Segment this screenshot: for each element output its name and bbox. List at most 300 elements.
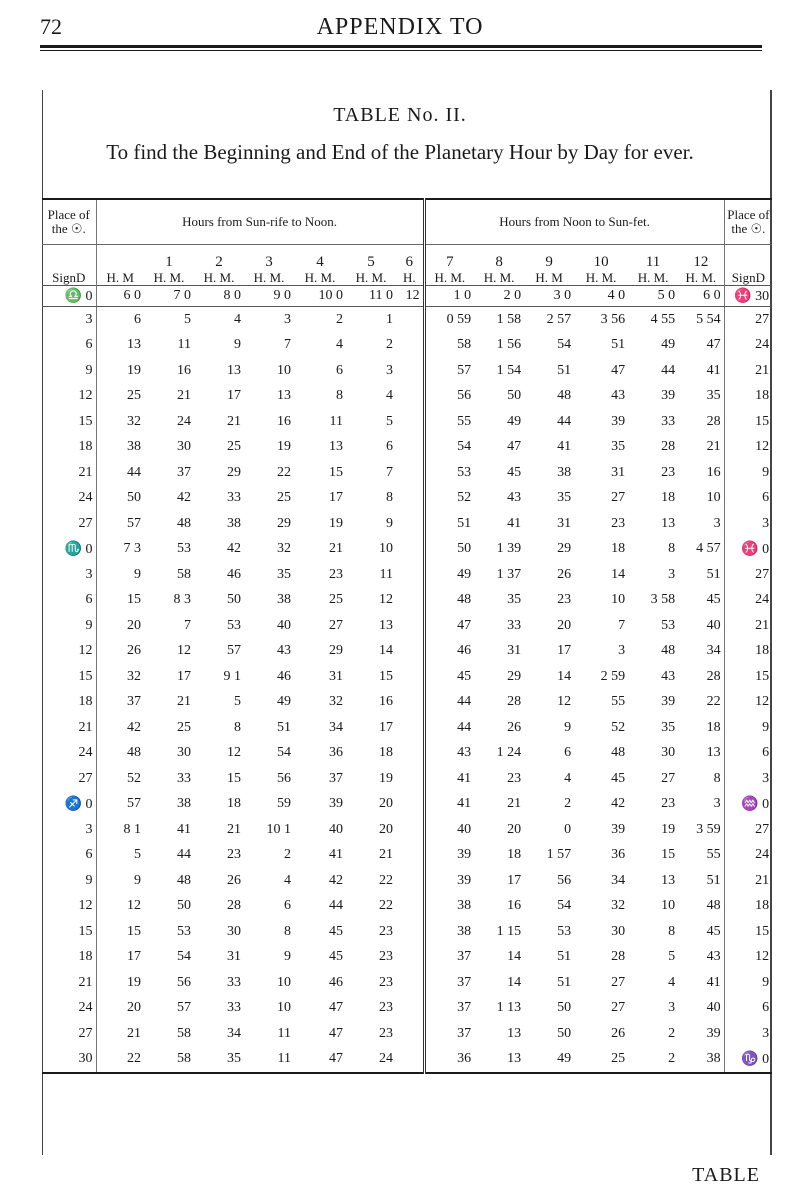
table-cell: 9 bbox=[96, 562, 144, 588]
table-cell: 51 bbox=[277, 719, 291, 735]
table-cell: 35 bbox=[611, 439, 626, 455]
table-cell: 6 bbox=[85, 337, 93, 353]
table-cell: 23 bbox=[507, 770, 522, 786]
table-cell: 35 bbox=[507, 592, 522, 608]
table-cell: 48 bbox=[557, 388, 572, 404]
table-cell: 21 bbox=[78, 719, 93, 735]
column-label: H. M. bbox=[153, 270, 185, 285]
table-cell: 53 bbox=[177, 541, 191, 557]
table-cell: 35 bbox=[661, 719, 676, 735]
table-cell: 42 bbox=[611, 796, 626, 812]
table-cell: 17 bbox=[227, 388, 241, 404]
table-cell: 34 bbox=[611, 872, 626, 888]
table-cell: 45 bbox=[706, 592, 721, 608]
table-row bbox=[42, 537, 772, 563]
table-cell: 58 bbox=[177, 566, 191, 582]
table-cell: 51 bbox=[557, 949, 572, 965]
table-cell: 3 bbox=[284, 311, 291, 327]
table-cell: 13 bbox=[661, 872, 676, 888]
table-cell: 9 bbox=[234, 337, 241, 353]
table-cell: 10 bbox=[611, 592, 626, 608]
base-cell: 5 0 bbox=[628, 286, 678, 307]
table-cell: 42 bbox=[329, 872, 343, 888]
table-row bbox=[42, 741, 772, 767]
table-cell: 21 bbox=[227, 821, 241, 837]
table-cell: 18 bbox=[507, 847, 522, 863]
table-cell: 44 bbox=[557, 413, 572, 429]
table-row bbox=[42, 868, 772, 894]
table-cell: 53 bbox=[424, 460, 474, 486]
table-cell: 23 bbox=[661, 464, 676, 480]
table-cell: 18 bbox=[379, 745, 393, 761]
table-cell: 21 bbox=[78, 464, 93, 480]
table-cell: 28 bbox=[507, 694, 522, 710]
table-cell bbox=[396, 384, 424, 410]
column-header bbox=[628, 245, 678, 286]
table-cell: 41 bbox=[706, 362, 721, 378]
table-cell: 35 bbox=[194, 1047, 244, 1074]
table-cell: 49 bbox=[424, 562, 474, 588]
table-cell: 26 bbox=[96, 639, 144, 665]
table-cell: 6 bbox=[564, 745, 572, 761]
table-cell: 33 bbox=[227, 974, 241, 990]
table-cell bbox=[396, 639, 424, 665]
table-cell: 4 55 bbox=[650, 311, 676, 327]
table-cell: 4 bbox=[564, 770, 572, 786]
table-cell: 20 bbox=[557, 617, 572, 633]
table-cell: 21 bbox=[724, 613, 772, 639]
table-cell: 56 bbox=[177, 974, 191, 990]
table-cell: 2 59 bbox=[600, 668, 626, 684]
base-cell: 6 0 bbox=[678, 286, 724, 307]
table-cell: 17 bbox=[379, 719, 393, 735]
table-cell: 28 bbox=[706, 413, 721, 429]
table-row bbox=[42, 384, 772, 410]
table-cell: 9 bbox=[85, 362, 93, 378]
table-cell: 57 bbox=[96, 511, 144, 537]
table-cell: 2 bbox=[336, 311, 343, 327]
table-cell: 3 bbox=[386, 362, 393, 378]
table-row bbox=[42, 486, 772, 512]
table-cell: 38 bbox=[96, 435, 144, 461]
table-cell: 56 bbox=[424, 384, 474, 410]
table-cell: 3 56 bbox=[600, 311, 626, 327]
table-cell: 13 bbox=[329, 439, 343, 455]
table-row bbox=[42, 843, 772, 869]
table-cell: 38 bbox=[678, 1047, 724, 1074]
table-cell: 59 bbox=[277, 796, 291, 812]
table-cell: ♑ 0 bbox=[724, 1047, 772, 1074]
table-row bbox=[42, 460, 772, 486]
column-label: H. M. bbox=[304, 270, 336, 285]
table-cell: 29 bbox=[507, 668, 522, 684]
table-cell: 42 bbox=[96, 715, 144, 741]
table-cell: 7 bbox=[618, 617, 626, 633]
table-cell: 48 bbox=[177, 515, 191, 531]
table-cell: 28 bbox=[611, 949, 626, 965]
column-number: 9 bbox=[545, 254, 553, 270]
table-cell: 32 bbox=[611, 898, 626, 914]
table-cell: 33 bbox=[227, 1000, 241, 1016]
table-cell: 8 bbox=[386, 490, 393, 506]
column-number: 5 bbox=[367, 254, 375, 270]
table-cell: 16 bbox=[706, 464, 721, 480]
table-cell: 15 bbox=[78, 413, 93, 429]
table-row bbox=[42, 792, 772, 818]
place-left-header: Place of the ☉. bbox=[42, 199, 96, 245]
table-cell: 42 bbox=[227, 541, 241, 557]
table-row bbox=[42, 945, 772, 971]
table-cell: 24 bbox=[78, 745, 93, 761]
table-cell bbox=[396, 435, 424, 461]
table-cell: 8 3 bbox=[173, 592, 191, 608]
table-cell: 50 bbox=[177, 898, 191, 914]
table-cell: 38 bbox=[177, 796, 191, 812]
table-row bbox=[42, 919, 772, 945]
table-cell: 4 bbox=[284, 872, 291, 888]
table-cell: 49 bbox=[661, 337, 676, 353]
table-cell: 43 bbox=[661, 668, 676, 684]
table-row bbox=[42, 435, 772, 461]
table-cell: 44 bbox=[96, 460, 144, 486]
table-cell: 32 bbox=[329, 694, 343, 710]
table-cell: 21 bbox=[227, 413, 241, 429]
table-cell: 6 bbox=[724, 741, 772, 767]
table-cell: 21 bbox=[78, 974, 93, 990]
table-cell: 23 bbox=[379, 1025, 393, 1041]
base-cell: ♓ 30 bbox=[724, 286, 772, 307]
table-cell: 13 bbox=[277, 388, 291, 404]
table-row bbox=[42, 664, 772, 690]
table-cell: 26 bbox=[507, 719, 522, 735]
table-cell: 19 bbox=[96, 358, 144, 384]
table-cell: 21 bbox=[706, 439, 721, 455]
table-cell bbox=[396, 562, 424, 588]
table-cell: 40 bbox=[277, 617, 291, 633]
table-cell: 3 bbox=[85, 311, 93, 327]
table-cell: 1 56 bbox=[496, 337, 522, 353]
table-row bbox=[42, 511, 772, 537]
table-cell: 35 bbox=[557, 490, 572, 506]
table-cell: 28 bbox=[706, 668, 721, 684]
table-cell bbox=[396, 307, 424, 333]
table-cell: 18 bbox=[724, 384, 772, 410]
table-cell: 11 bbox=[329, 413, 343, 429]
column-header bbox=[42, 245, 96, 286]
table-cell: 6 bbox=[336, 362, 343, 378]
head-rule bbox=[40, 45, 762, 48]
table-row bbox=[42, 996, 772, 1022]
table-cell: 6 bbox=[284, 898, 291, 914]
table-cell: 51 bbox=[557, 974, 572, 990]
table-cell: 12 bbox=[227, 745, 241, 761]
table-cell: 1 37 bbox=[496, 566, 522, 582]
table-cell: 57 bbox=[227, 643, 241, 659]
head-rule-thin bbox=[40, 50, 762, 51]
base-cell: 2 0 bbox=[474, 286, 524, 307]
table-cell: 19 bbox=[277, 439, 291, 455]
table-cell: 15 bbox=[96, 919, 144, 945]
catchword: TABLE bbox=[692, 1164, 760, 1186]
table-cell: 23 bbox=[379, 949, 393, 965]
table-cell: 13 bbox=[661, 515, 676, 531]
table-cell: 18 bbox=[78, 439, 93, 455]
table-cell: 20 bbox=[96, 613, 144, 639]
table-cell: 3 bbox=[85, 821, 93, 837]
table-cell: 48 bbox=[706, 898, 721, 914]
table-cell: 13 bbox=[507, 1025, 522, 1041]
table-cell: 58 bbox=[177, 1025, 191, 1041]
table-cell: ♒ 0 bbox=[724, 792, 772, 818]
base-cell: 6 0 bbox=[96, 286, 144, 307]
table-cell: 24 bbox=[346, 1047, 396, 1074]
table-cell: 37 bbox=[424, 1021, 474, 1047]
table-cell: 2 bbox=[668, 1025, 676, 1041]
table-cell bbox=[396, 970, 424, 996]
table-cell bbox=[396, 333, 424, 359]
table-cell: 18 bbox=[661, 490, 676, 506]
table-cell: 10 bbox=[277, 974, 291, 990]
table-cell: 53 bbox=[227, 617, 241, 633]
table-cell: 27 bbox=[78, 770, 93, 786]
table-cell: 37 bbox=[424, 970, 474, 996]
table-cell: 39 bbox=[661, 694, 676, 710]
table-cell: 12 bbox=[96, 894, 144, 920]
table-cell: 1 39 bbox=[496, 541, 522, 557]
table-cell: 43 bbox=[706, 949, 721, 965]
base-cell: 3 0 bbox=[524, 286, 574, 307]
table-cell: 12 bbox=[177, 643, 191, 659]
table-cell: 43 bbox=[277, 643, 291, 659]
table-cell bbox=[396, 409, 424, 435]
table-cell: 35 bbox=[706, 388, 721, 404]
table-cell: 13 bbox=[706, 745, 721, 761]
table-row bbox=[42, 970, 772, 996]
column-label: H. M. bbox=[585, 270, 617, 285]
table-cell: 27 bbox=[611, 490, 626, 506]
table-cell: 14 bbox=[379, 643, 393, 659]
table-cell: 8 bbox=[336, 388, 343, 404]
table-cell: 54 bbox=[424, 435, 474, 461]
table-cell: 46 bbox=[424, 639, 474, 665]
table-cell: 39 bbox=[611, 821, 626, 837]
column-number: 1 bbox=[165, 254, 173, 270]
table-cell: 23 bbox=[557, 592, 572, 608]
table-cell: 45 bbox=[329, 923, 343, 939]
table-cell: 52 bbox=[611, 719, 626, 735]
table-cell: 26 bbox=[557, 566, 572, 582]
table-cell: 15 bbox=[724, 409, 772, 435]
table-cell: 25 bbox=[96, 384, 144, 410]
table-cell: 54 bbox=[277, 745, 291, 761]
table-cell bbox=[396, 511, 424, 537]
table-cell: 40 bbox=[706, 617, 721, 633]
place-right-header: Place of the ☉. bbox=[724, 199, 772, 245]
base-cell: 8 0 bbox=[194, 286, 244, 307]
table-cell: 41 bbox=[177, 821, 191, 837]
table-cell: 30 bbox=[177, 439, 191, 455]
table-cell: 11 bbox=[244, 1047, 294, 1074]
table-cell: 45 bbox=[329, 949, 343, 965]
table-row bbox=[42, 1047, 772, 1074]
table-cell: 27 bbox=[78, 1025, 93, 1041]
table-cell: 37 bbox=[96, 690, 144, 716]
table-cell bbox=[396, 868, 424, 894]
table-cell: 41 bbox=[424, 792, 474, 818]
table-cell: 52 bbox=[96, 766, 144, 792]
table-cell: 47 bbox=[507, 439, 522, 455]
table-cell bbox=[396, 817, 424, 843]
table-cell: 31 bbox=[227, 949, 241, 965]
running-title: APPENDIX TO bbox=[316, 14, 484, 40]
table-cell: 9 bbox=[564, 719, 572, 735]
column-label: H. M. bbox=[434, 270, 466, 285]
table-cell: 50 bbox=[227, 592, 241, 608]
table-row bbox=[42, 588, 772, 614]
column-label: H. M. bbox=[685, 270, 717, 285]
table-cell: 23 bbox=[329, 566, 343, 582]
table-cell bbox=[396, 690, 424, 716]
table-cell: 40 bbox=[424, 817, 474, 843]
table-cell: 23 bbox=[611, 515, 626, 531]
table-cell: 4 bbox=[386, 388, 393, 404]
table-cell: 29 bbox=[329, 643, 343, 659]
table-cell: 32 bbox=[277, 541, 291, 557]
table-cell: 21 bbox=[379, 847, 393, 863]
table-cell: 5 bbox=[668, 949, 676, 965]
column-label: H. M. bbox=[355, 270, 387, 285]
table-cell: 14 bbox=[507, 974, 522, 990]
table-cell: 3 bbox=[724, 766, 772, 792]
table-cell: 16 bbox=[507, 898, 522, 914]
table-cell: 38 bbox=[424, 919, 474, 945]
table-cell: 22 bbox=[379, 898, 393, 914]
column-header bbox=[424, 245, 474, 286]
table-cell: 21 bbox=[724, 868, 772, 894]
table-cell: 36 bbox=[611, 847, 626, 863]
table-cell: 10 bbox=[706, 490, 721, 506]
table-cell: 57 bbox=[177, 1000, 191, 1016]
table-cell: 39 bbox=[706, 1025, 721, 1041]
table-cell: 12 bbox=[724, 945, 772, 971]
column-header bbox=[346, 245, 396, 286]
table-cell: 47 bbox=[294, 1047, 346, 1074]
column-label: SignD bbox=[52, 270, 86, 285]
table-cell bbox=[396, 460, 424, 486]
column-header bbox=[144, 245, 194, 286]
table-cell: 22 bbox=[96, 1047, 144, 1074]
table-cell: 12 bbox=[78, 898, 93, 914]
table-cell: 47 bbox=[706, 337, 721, 353]
table-cell: 2 bbox=[386, 337, 393, 353]
column-label: SignD bbox=[731, 270, 765, 285]
table-cell: 20 bbox=[507, 821, 522, 837]
table-cell bbox=[396, 1021, 424, 1047]
table-cell: 43 bbox=[424, 741, 474, 767]
table-cell: 51 bbox=[706, 872, 721, 888]
table-cell: 55 bbox=[611, 694, 626, 710]
column-number: 6 bbox=[405, 254, 414, 270]
table-cell: 49 bbox=[524, 1047, 574, 1074]
table-cell: 30 bbox=[227, 923, 241, 939]
table-cell bbox=[396, 792, 424, 818]
column-number: 10 bbox=[593, 254, 609, 270]
table-cell: 26 bbox=[227, 872, 241, 888]
column-header bbox=[678, 245, 724, 286]
table-cell: 30 bbox=[661, 745, 676, 761]
table-cell: 33 bbox=[507, 617, 522, 633]
table-cell: 32 bbox=[96, 664, 144, 690]
table-cell: 56 bbox=[557, 872, 572, 888]
table-cell: 13 bbox=[379, 617, 393, 633]
table-cell: 39 bbox=[329, 796, 343, 812]
table-cell: 50 bbox=[424, 537, 474, 563]
table-cell: 17 bbox=[96, 945, 144, 971]
table-cell: 44 bbox=[177, 847, 191, 863]
table-cell: 21 bbox=[96, 1021, 144, 1047]
table-row bbox=[42, 613, 772, 639]
table-cell: 19 bbox=[329, 515, 343, 531]
table-cell: 12 bbox=[724, 435, 772, 461]
table-cell: 18 bbox=[78, 694, 93, 710]
table-cell: 38 bbox=[557, 464, 572, 480]
table-cell: 54 bbox=[557, 337, 572, 353]
table-cell: 6 bbox=[96, 307, 144, 333]
table-cell: 8 bbox=[713, 770, 721, 786]
table-cell: 23 bbox=[379, 1000, 393, 1016]
column-header-row bbox=[42, 245, 772, 286]
table-cell bbox=[396, 664, 424, 690]
table-cell: 54 bbox=[177, 949, 191, 965]
column-label: H. M bbox=[106, 270, 134, 285]
table-cell: 4 bbox=[234, 311, 241, 327]
table-cell: 23 bbox=[379, 974, 393, 990]
table-cell: 39 bbox=[424, 868, 474, 894]
table-row bbox=[42, 1021, 772, 1047]
table-cell: 44 bbox=[661, 362, 676, 378]
table-cell bbox=[396, 945, 424, 971]
table-cell: 47 bbox=[611, 362, 626, 378]
table-row bbox=[42, 715, 772, 741]
table-cell: 20 bbox=[96, 996, 144, 1022]
table-cell: 51 bbox=[557, 362, 572, 378]
table-cell: 1 13 bbox=[496, 1000, 522, 1016]
column-header bbox=[96, 245, 144, 286]
table-cell: 27 bbox=[611, 974, 626, 990]
table-cell: 9 bbox=[96, 868, 144, 894]
table-cell: 10 bbox=[661, 898, 676, 914]
table-cell: 3 bbox=[618, 643, 626, 659]
table-cell bbox=[396, 486, 424, 512]
table-cell: 41 bbox=[557, 439, 572, 455]
table-cell: 20 bbox=[379, 796, 393, 812]
table-cell: 16 bbox=[277, 413, 291, 429]
table-cell: 2 bbox=[628, 1047, 678, 1074]
table-cell: 44 bbox=[329, 898, 343, 914]
table-cell: 7 bbox=[386, 464, 393, 480]
table-cell: 27 bbox=[611, 1000, 626, 1016]
table-cell: 15 bbox=[78, 923, 93, 939]
table-cell bbox=[396, 613, 424, 639]
table-cell: 14 bbox=[611, 566, 626, 582]
table-cell: 15 bbox=[227, 770, 241, 786]
table-cell: 5 bbox=[386, 413, 393, 429]
table-cell: 9 1 bbox=[223, 668, 241, 684]
table-row bbox=[42, 409, 772, 435]
table-row bbox=[42, 766, 772, 792]
table-cell: 48 bbox=[611, 745, 626, 761]
table-cell: 2 57 bbox=[546, 311, 572, 327]
